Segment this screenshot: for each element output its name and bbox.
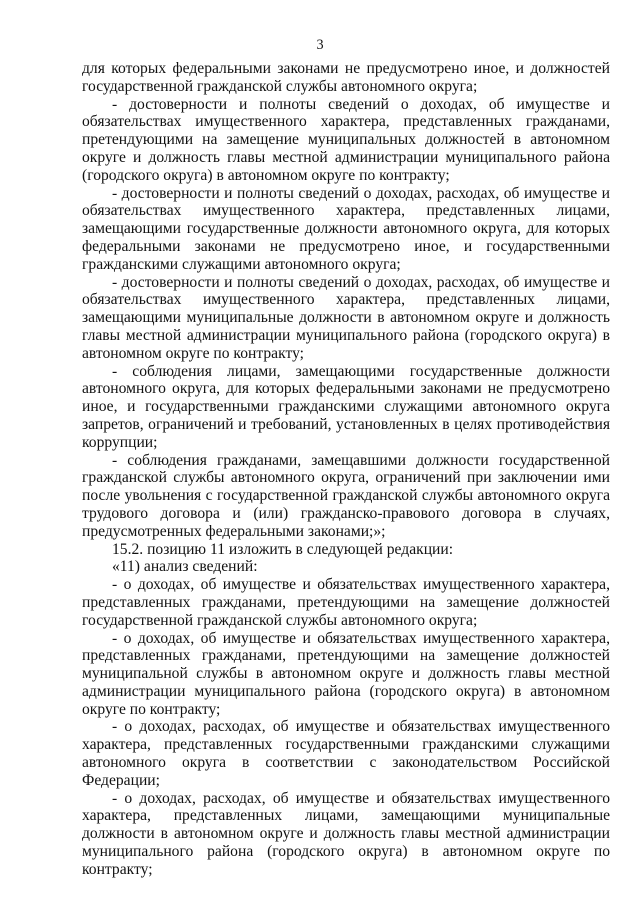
paragraph-4: - достоверности и полноты сведений о доходах, расходах, об имуществе и обязательствах имущественного характера, представленных лицами, замещающими муниципальные должности в автономном округе и должность главы местной администрации муниципального района (городского округа) в автономном округе по контракту; (82, 273, 610, 362)
paragraph-6: - соблюдения гражданами, замещавшими должности государственной гражданской службы автономного округа, ограничений при заключении ими после увольнения с государственной гражданской службы автономного округа трудового договора и (или) гражданско-правового договора в случаях, предусмотренных федеральными законами;»; (82, 451, 610, 540)
paragraph-12: - о доходах, расходах, об имуществе и обязательствах имущественного характера, представленных лицами, замещающими муниципальные должности в автономном округе и должность главы местной администрации муниципального района (городского округа) в автономном округе по контракту; (82, 789, 610, 878)
paragraph-9: - о доходах, об имуществе и обязательствах имущественного характера, представленных гражданами, претендующими на замещение должностей государственной гражданской службы автономного округа; (82, 576, 610, 629)
paragraph-1: для которых федеральными законами не предусмотрено иное, и должностей государственной гражданской службы автономного округа; (82, 60, 610, 95)
page-number: 3 (316, 37, 324, 53)
document-body (82, 60, 610, 879)
paragraph-3: - достоверности и полноты сведений о доходах, расходах, об имуществе и обязательствах имущественного характера, представленных лицами, замещающими государственные должности автономного округа, для которых федеральными законами не предусмотрено иное, и государственными гражданскими служащими автономного округа; (82, 184, 610, 273)
paragraph-7: 15.2. позицию 11 изложить в следующей редакции: (112, 540, 454, 558)
paragraph-10: - о доходах, об имуществе и обязательствах имущественного характера, представленных гражданами, претендующими на замещение должностей муниципальной службы в автономном округе и должность главы местной администрации муниципального района (городского округа) в автономном округе по контракту; (82, 629, 610, 718)
paragraph-2: - достоверности и полноты сведений о доходах, об имуществе и обязательствах имущественного характера, представленных гражданами, претендующими на замещение муниципальных должностей в автономном округе и должность главы местной администрации муниципального района (городского округа) в автономном округе по контракту; (82, 95, 610, 184)
paragraph-8: «11) анализ сведений: (112, 558, 258, 576)
paragraph-11: - о доходах, расходах, об имуществе и обязательствах имущественного характера, представленных государственными гражданскими служащими автономного округа в соответствии с законодательством Российской Федерации; (82, 718, 610, 789)
paragraph-5: - соблюдения лицами, замещающими государственные должности автономного округа, для которых федеральными законами не предусмотрено иное, и государственными гражданскими служащими автономного округа запретов, ограничений и требований, установленных в целях противодействия коррупции; (82, 362, 610, 451)
